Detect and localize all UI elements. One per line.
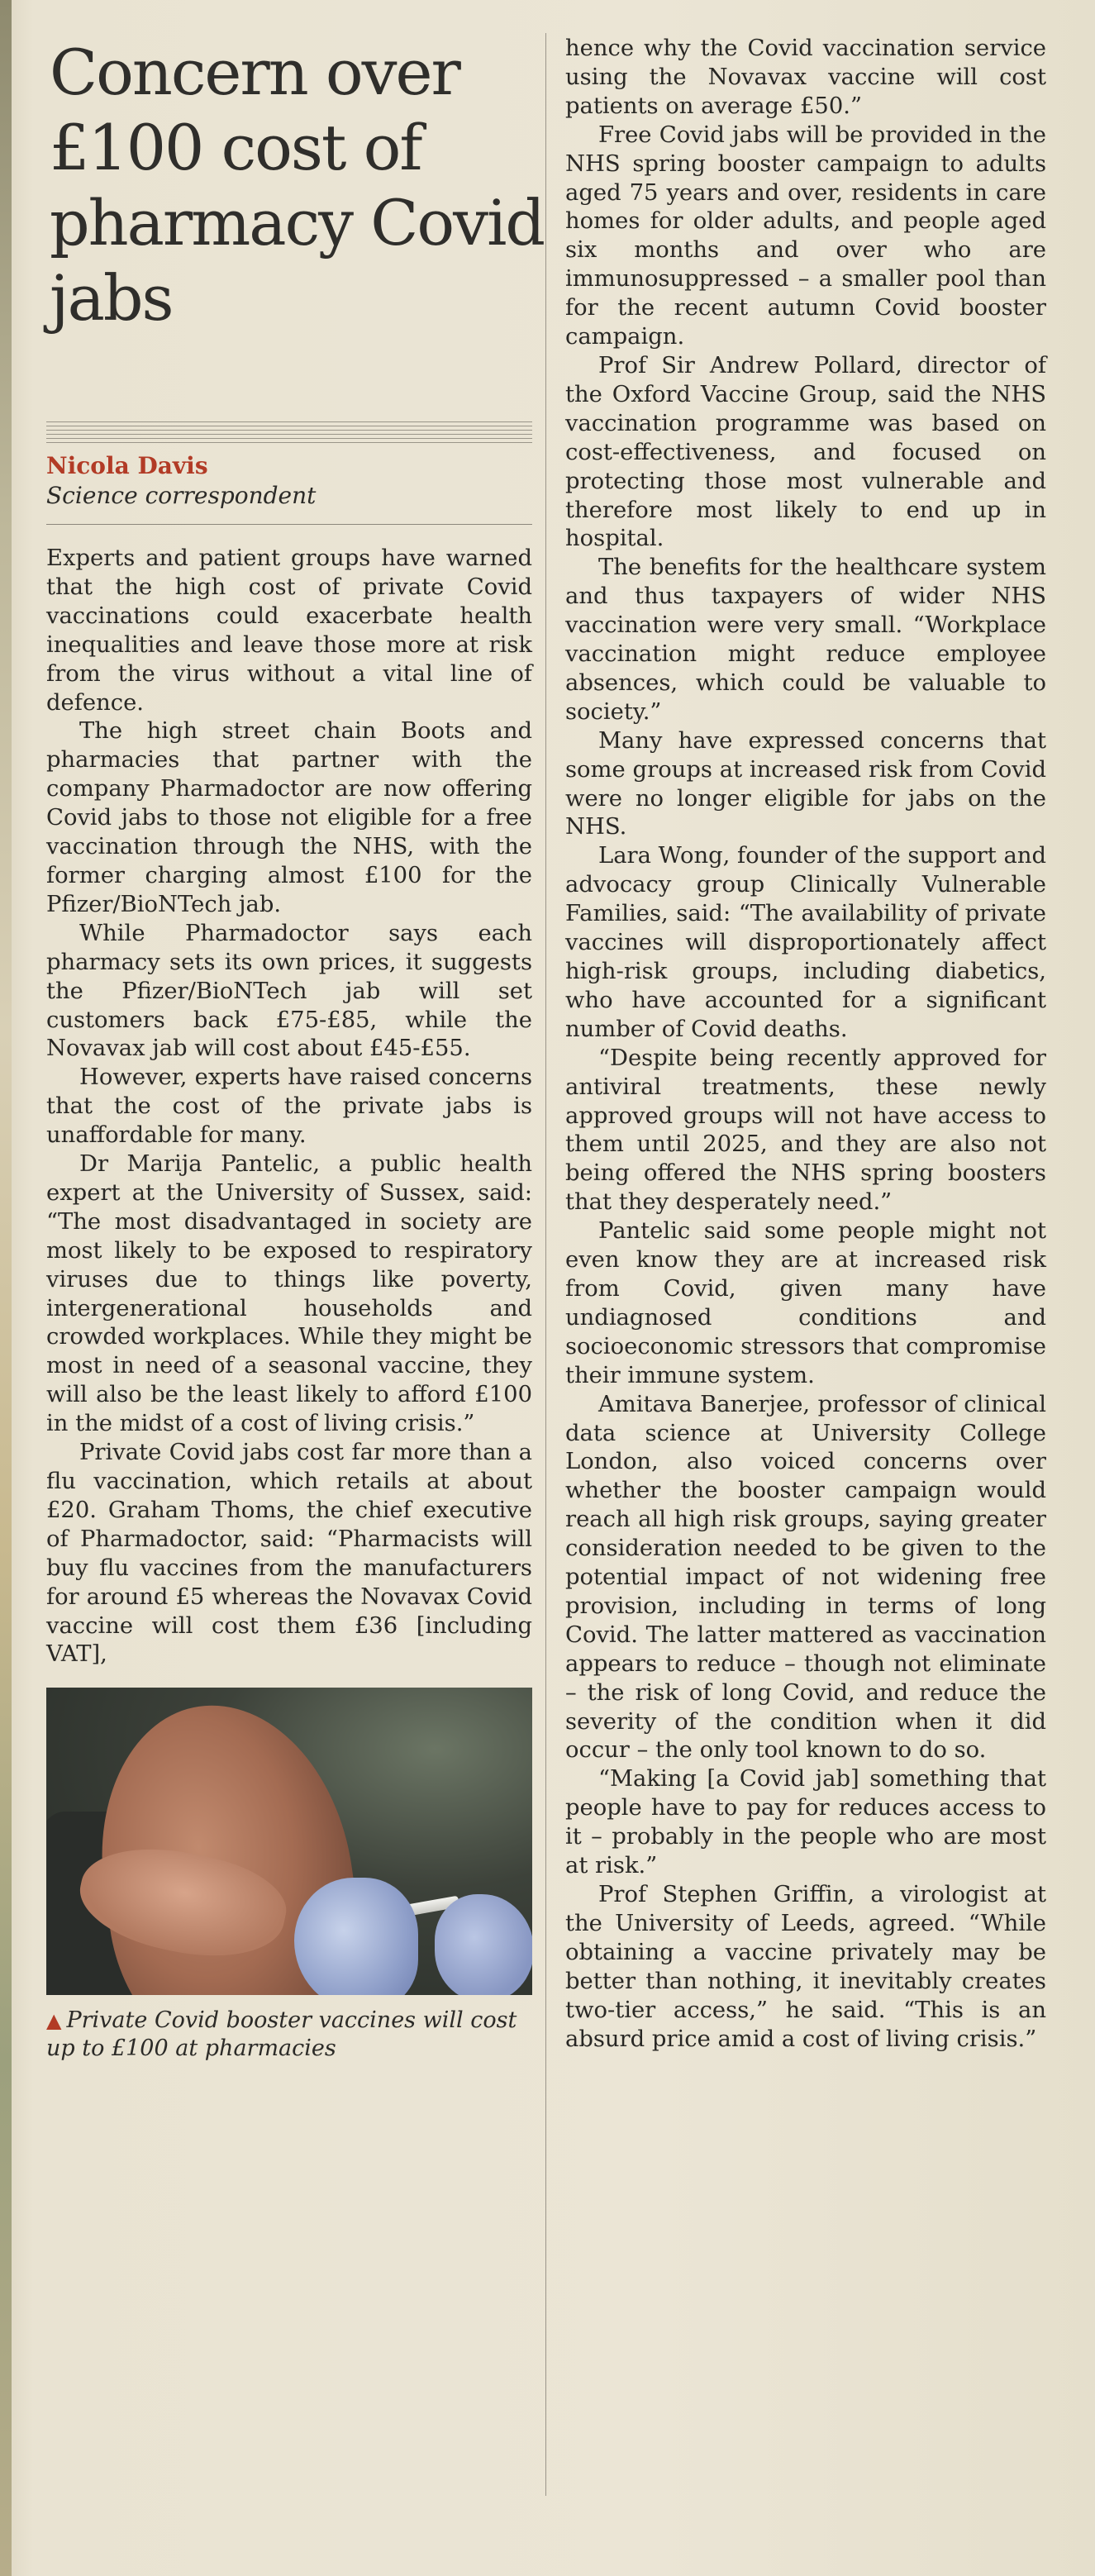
byline-role: Science correspondent bbox=[46, 482, 317, 509]
byline-rule bbox=[46, 524, 532, 525]
paragraph: Amitava Banerjee, professor of clinical data science at University College London, also voiced concerns over whether the booster campaign would reach all high risk groups, saying greater consideration needed to be given to the potential impact of not widening free provision, including in terms of long Covid. The latter mattered as vaccination appears to reduce – though not eliminate – the risk of long Covid, and reduce the severity of the condition when it did occur – the only tool known to do so. bbox=[565, 1391, 1046, 1764]
right-column bbox=[565, 35, 1046, 2054]
paragraph: hence why the Covid vaccination service using the Novavax vaccine will cost patients on average £50.” bbox=[565, 36, 1046, 119]
right-body bbox=[565, 35, 1046, 2054]
page-edge-strip bbox=[0, 0, 12, 2576]
paragraph: While Pharmadoctor says each pharmacy sets its own prices, it suggests the Pfizer/BioNTech jab will set customers back £75-£85, while the Novavax jab will cost about £45-£55. bbox=[46, 920, 532, 1062]
paragraph: Free Covid jabs will be provided in the NHS spring booster campaign to adults aged 75 years and over, residents in care homes for older adults, and people aged six months and over who are immunosuppressed – a smaller pool than for the recent autumn Covid booster campaign. bbox=[565, 121, 1046, 350]
caption-triangle-icon: ▲ bbox=[46, 2009, 62, 2033]
paragraph: However, experts have raised concerns that the cost of the private jabs is unaffordable for many. bbox=[46, 1064, 532, 1149]
paragraph: Prof Sir Andrew Pollard, director of the Oxford Vaccine Group, said the NHS vaccination programme was based on cost-effectiveness, and focused on protecting those most vulnerable and therefore most likely to end up in hospital. bbox=[565, 352, 1046, 552]
column-divider bbox=[545, 33, 546, 2496]
paragraph: “Making [a Covid jab] something that people have to pay for reduces access to it – probably in the people who are most at risk.” bbox=[565, 1766, 1046, 1879]
paragraph: Many have expressed concerns that some groups at increased risk from Covid were no longer eligible for jabs on the NHS. bbox=[565, 727, 1046, 840]
left-body bbox=[46, 545, 532, 1669]
headline-rule bbox=[46, 421, 532, 446]
paragraph: Prof Stephen Griffin, a virologist at the University of Leeds, agreed. “While obtaining a vaccine privately may be better than nothing, it inevitably creates two-tier access,” he said. “This is an absurd price amid a cost of living crisis.” bbox=[565, 1882, 1046, 2052]
paragraph: Private Covid jabs cost far more than a flu vaccination, which retails at about £20. Graham Thoms, the chief executive of Pharmadoctor, said: “Pharmacists will buy flu vaccines from the manufacturers for around £5 whereas the Novavax Covid vaccine will cost them £36 [including VAT], bbox=[46, 1440, 532, 1668]
vaccination-photo bbox=[46, 1688, 532, 1995]
left-column bbox=[46, 35, 545, 2062]
headline: Concern over £100 cost of pharmacy Covid jabs bbox=[50, 36, 545, 335]
photo-caption bbox=[46, 2007, 532, 2062]
paragraph: The high street chain Boots and pharmacies that partner with the company Pharmadoctor are now offering Covid jabs to those not eligible for a free vaccination through the NHS, with the former charging almost £100 for the Pfizer/BioNTech jab. bbox=[46, 718, 532, 917]
byline-name: Nicola Davis bbox=[46, 452, 208, 479]
paragraph: The benefits for the healthcare system and thus taxpayers of wider NHS vaccination were very small. “Workplace vaccination might reduce employee absences, which could be valuable to society.” bbox=[565, 555, 1046, 725]
paragraph: Experts and patient groups have warned that the high cost of private Covid vaccinations could exacerbate health inequalities and leave those more at risk from the virus without a vital line of defence. bbox=[46, 545, 532, 716]
paragraph: Dr Marija Pantelic, a public health expert at the University of Sussex, said: “The most disadvantaged in society are most likely to be exposed to respiratory viruses due to things like poverty, intergenerational households and crowded workplaces. While they might be most in need of a seasonal vaccine, they will also be the least likely to afford £100 in the midst of a cost of living crisis.” bbox=[46, 1151, 532, 1437]
paragraph: Pantelic said some people might not even know they are at increased risk from Covid, given many have undiagnosed conditions and socioeconomic stressors that compromise their immune system. bbox=[565, 1218, 1046, 1388]
caption-text: Private Covid booster vaccines will cost up to £100 at pharmacies bbox=[46, 2007, 517, 2062]
paragraph: “Despite being recently approved for antiviral treatments, these newly approved groups will not have access to them until 2025, and they are also not being offered the NHS spring boosters that they desperately need.” bbox=[565, 1045, 1046, 1216]
paragraph: Lara Wong, founder of the support and advocacy group Clinically Vulnerable Families, said: “The availability of private vaccines will disproportionately affect high-risk groups, including diabetics, who have accounted for a significant number of Covid deaths. bbox=[565, 843, 1046, 1042]
